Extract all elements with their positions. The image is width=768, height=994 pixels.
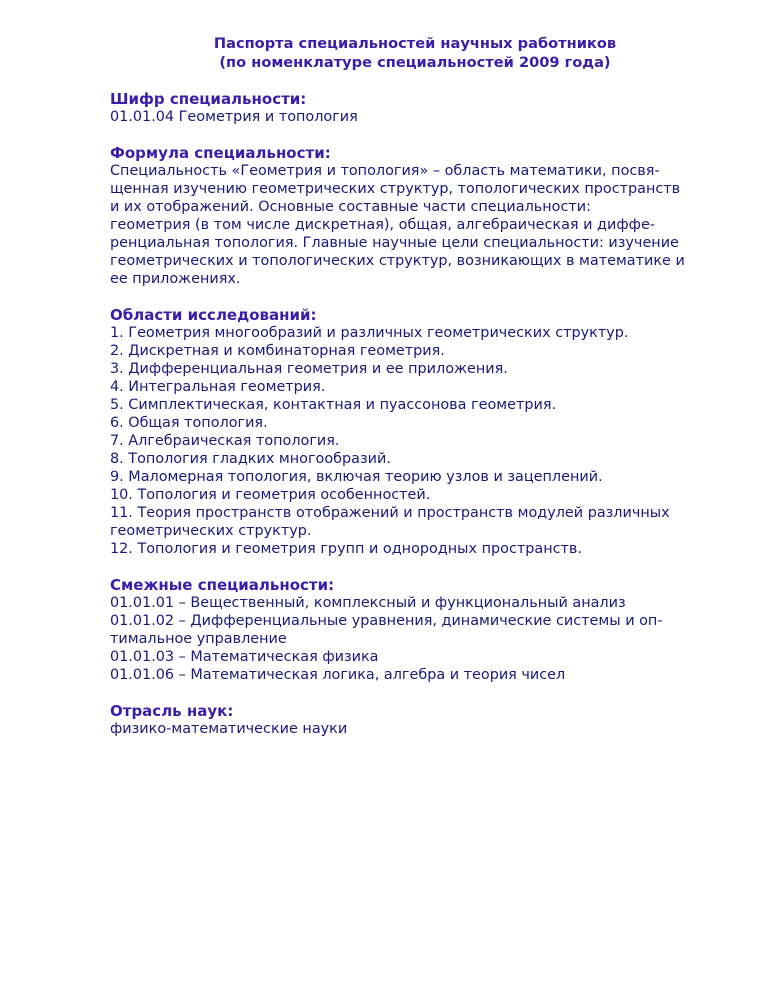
formula-line: геометрических и топологических структур, возникающих в математике и — [110, 253, 685, 269]
related-item: 01.01.03 – Математическая физика — [110, 649, 379, 665]
document-title — [110, 34, 720, 72]
cipher-heading: Шифр специальности: — [110, 90, 307, 108]
research-heading: Области исследований: — [110, 306, 317, 324]
cipher-section — [110, 90, 720, 126]
research-item: 10. Топология и геометрия особенностей. — [110, 487, 431, 503]
title-line-1: Паспорта специальностей научных работников — [213, 35, 617, 52]
research-item: 1. Геометрия многообразий и различных геометрических структур. — [110, 325, 629, 341]
research-item: 7. Алгебраическая топология. — [110, 433, 340, 449]
formula-line: ренциальная топология. Главные научные цели специальности: изучение — [110, 235, 679, 251]
research-item: 9. Маломерная топология, включая теорию узлов и зацеплений. — [110, 469, 603, 485]
branch-section — [110, 702, 720, 738]
branch-heading: Отрасль наук: — [110, 702, 234, 720]
research-item: 2. Дискретная и комбинаторная геометрия. — [110, 343, 445, 359]
related-section — [110, 576, 720, 684]
formula-heading: Формула специальности: — [110, 144, 331, 162]
related-item: тимальное управление — [110, 631, 287, 647]
research-item: 3. Дифференциальная геометрия и ее приложения. — [110, 361, 508, 377]
research-item: 8. Топология гладких многообразий. — [110, 451, 391, 467]
research-item: 5. Симплектическая, контактная и пуассонова геометрия. — [110, 397, 557, 413]
cipher-value: 01.01.04 Геометрия и топология — [110, 109, 358, 125]
related-item: 01.01.02 – Дифференциальные уравнения, динамические системы и оп- — [110, 613, 663, 629]
title-line-2: (по номенклатуре специальностей 2009 года) — [219, 54, 611, 71]
formula-section — [110, 144, 720, 288]
related-item: 01.01.01 – Вещественный, комплексный и функциональный анализ — [110, 595, 626, 611]
related-item: 01.01.06 – Математическая логика, алгебра и теория чисел — [110, 667, 566, 683]
branch-value: физико-математические науки — [110, 721, 348, 737]
research-section — [110, 306, 720, 558]
research-item: 12. Топология и геометрия групп и однородных пространств. — [110, 541, 582, 557]
formula-line: щенная изучению геометрических структур, топологических пространств — [110, 181, 681, 197]
document-page — [110, 34, 720, 738]
research-item: 6. Общая топология. — [110, 415, 268, 431]
formula-line: Специальность «Геометрия и топология» – область математики, посвя- — [110, 163, 660, 179]
formula-line: и их отображений. Основные составные части специальности: — [110, 199, 591, 215]
research-item: 11. Теория пространств отображений и пространств модулей различных — [110, 505, 670, 521]
related-heading: Смежные специальности: — [110, 576, 335, 594]
formula-line: геометрия (в том числе дискретная), общая, алгебраическая и диффе- — [110, 217, 655, 233]
research-item: 4. Интегральная геометрия. — [110, 379, 326, 395]
formula-line: ее приложениях. — [110, 271, 241, 287]
research-item: геометрических структур. — [110, 523, 312, 539]
